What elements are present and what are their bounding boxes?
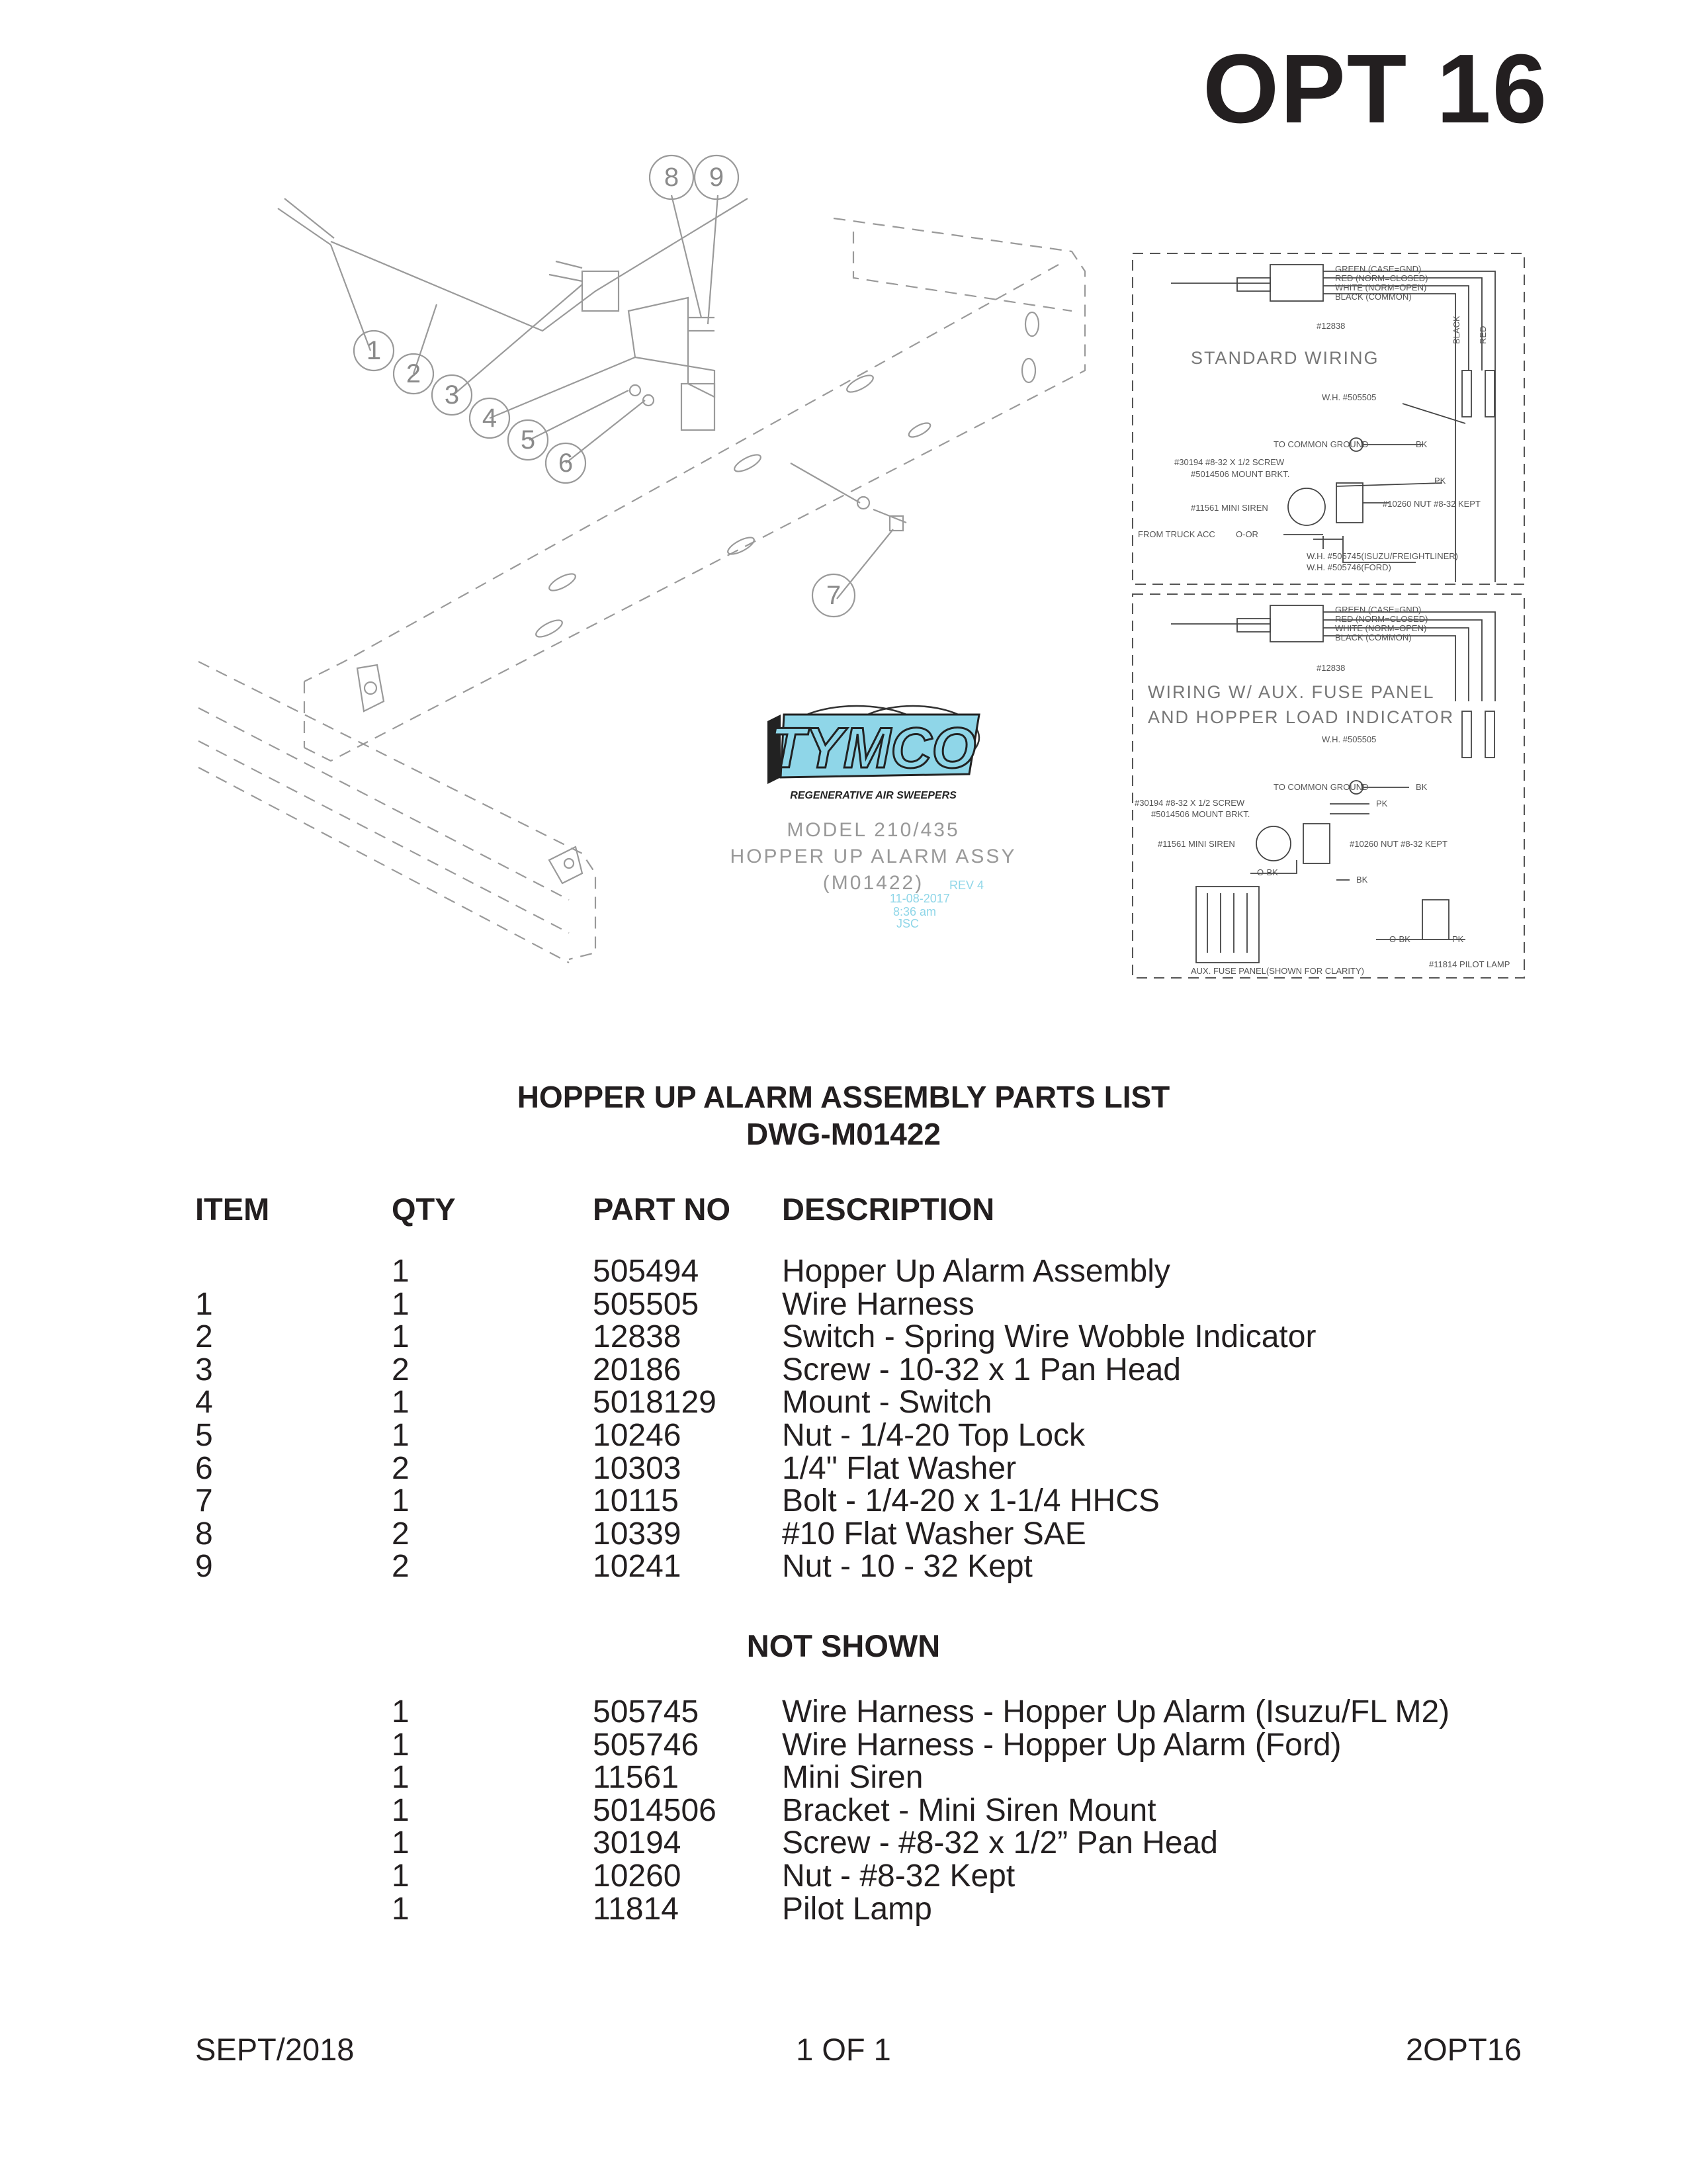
table-row	[0, 1288, 1687, 1321]
svg-text:PK: PK	[1452, 934, 1464, 944]
svg-text:STANDARD WIRING: STANDARD WIRING	[1191, 348, 1379, 368]
part-no-cell: 505745	[593, 1694, 699, 1729]
qty-cell: 1	[392, 1727, 410, 1763]
item-cell: 9	[195, 1549, 213, 1585]
svg-text:BLACK (COMMON): BLACK (COMMON)	[1335, 292, 1412, 302]
svg-text:#11561 MINI SIREN: #11561 MINI SIREN	[1158, 839, 1235, 849]
svg-text:#5014506 MOUNT BRKT.: #5014506 MOUNT BRKT.	[1151, 809, 1250, 819]
callout-4	[470, 398, 509, 438]
svg-text:(M01422): (M01422)	[822, 872, 924, 894]
table-row	[0, 1729, 1687, 1762]
callout-6	[546, 443, 585, 483]
svg-text:3: 3	[444, 380, 460, 410]
description-cell: Mini Siren	[782, 1760, 924, 1796]
svg-text:TYMCO: TYMCO	[770, 717, 976, 780]
table-row	[0, 1794, 1687, 1827]
qty-cell: 2	[392, 1352, 410, 1387]
description-cell: Wire Harness	[782, 1286, 974, 1322]
callout-8	[650, 155, 693, 199]
svg-text:#10260 NUT #8-32 KEPT: #10260 NUT #8-32 KEPT	[1383, 499, 1481, 509]
part-no-cell: 10241	[593, 1549, 681, 1585]
qty-cell: 1	[392, 1694, 410, 1729]
svg-text:GREEN (CASE=GND): GREEN (CASE=GND)	[1335, 605, 1422, 615]
description-cell: Screw - #8-32 x 1/2” Pan Head	[782, 1825, 1218, 1861]
svg-text:REV 4: REV 4	[949, 879, 984, 892]
tymco-logo	[767, 706, 979, 801]
svg-text:WIRING W/ AUX. FUSE PANEL: WIRING W/ AUX. FUSE PANEL	[1148, 682, 1435, 702]
svg-text:RED (NORM=CLOSED): RED (NORM=CLOSED)	[1335, 273, 1428, 283]
svg-text:#11814 PILOT LAMP: #11814 PILOT LAMP	[1429, 959, 1510, 969]
col-header-description: DESCRIPTION	[782, 1192, 995, 1227]
not-shown-heading: NOT SHOWN	[746, 1628, 941, 1663]
svg-text:#30194 #8-32 X 1/2 SCREW: #30194 #8-32 X 1/2 SCREW	[1135, 798, 1245, 808]
svg-text:5: 5	[520, 425, 536, 455]
parts-list-heading: HOPPER UP ALARM ASSEMBLY PARTS LIST	[517, 1080, 1170, 1114]
part-no-cell: 10260	[593, 1858, 681, 1894]
svg-text:8: 8	[664, 163, 679, 192]
table-row	[0, 1518, 1687, 1551]
table-row	[0, 1321, 1687, 1354]
callout-2	[394, 354, 433, 394]
part-no-cell: 11561	[593, 1760, 679, 1796]
table-row	[0, 1452, 1687, 1485]
qty-cell: 1	[392, 1891, 410, 1927]
part-no-cell: 30194	[593, 1825, 681, 1861]
col-header-qty: QTY	[392, 1192, 456, 1227]
svg-text:O-BK: O-BK	[1389, 934, 1410, 944]
part-no-cell: 10303	[593, 1450, 681, 1486]
qty-cell: 1	[392, 1286, 410, 1322]
callout-7	[812, 574, 855, 617]
svg-text:BLACK (COMMON): BLACK (COMMON)	[1335, 633, 1412, 642]
svg-text:W.H. #505746(FORD): W.H. #505746(FORD)	[1307, 562, 1391, 572]
part-no-cell: 12838	[593, 1319, 681, 1355]
svg-text:11-08-2017: 11-08-2017	[890, 892, 950, 905]
svg-text:HOPPER UP ALARM ASSY: HOPPER UP ALARM ASSY	[730, 846, 1017, 867]
svg-text:BLACK: BLACK	[1451, 316, 1461, 344]
description-cell: Bolt - 1/4-20 x 1-1/4 HHCS	[782, 1483, 1160, 1519]
part-no-cell: 5014506	[593, 1792, 716, 1828]
item-cell: 4	[195, 1385, 213, 1420]
description-cell: Switch - Spring Wire Wobble Indicator	[782, 1319, 1317, 1355]
standard-wiring-panel	[1133, 253, 1524, 584]
svg-text:#10260 NUT #8-32 KEPT: #10260 NUT #8-32 KEPT	[1350, 839, 1448, 849]
svg-text:W.H. #505505: W.H. #505505	[1322, 392, 1377, 402]
svg-text:#30194 #8-32 X 1/2 SCREW: #30194 #8-32 X 1/2 SCREW	[1174, 457, 1285, 467]
qty-cell: 2	[392, 1549, 410, 1585]
svg-text:O-OR: O-OR	[1236, 529, 1258, 539]
table-row	[0, 1893, 1687, 1926]
svg-text:GREEN (CASE=GND): GREEN (CASE=GND)	[1335, 264, 1422, 274]
item-cell: 3	[195, 1352, 213, 1387]
svg-text:#11561 MINI SIREN: #11561 MINI SIREN	[1191, 503, 1268, 513]
svg-text:1: 1	[366, 336, 382, 365]
svg-text:8:36 am: 8:36 am	[893, 905, 937, 918]
description-cell: 1/4" Flat Washer	[782, 1450, 1017, 1486]
item-cell: 1	[195, 1286, 213, 1322]
callout-3	[432, 375, 472, 415]
svg-text:BK: BK	[1416, 782, 1428, 792]
svg-text:AUX. FUSE PANEL(SHOWN FOR CLAR: AUX. FUSE PANEL(SHOWN FOR CLARITY)	[1191, 966, 1364, 976]
svg-text:#12838: #12838	[1317, 663, 1346, 673]
assembly-drawing	[0, 0, 1687, 1006]
svg-text:WHITE (NORM=OPEN): WHITE (NORM=OPEN)	[1335, 623, 1427, 633]
item-cell: 7	[195, 1483, 213, 1519]
part-no-cell: 10115	[593, 1483, 679, 1519]
part-no-cell: 505746	[593, 1727, 699, 1763]
svg-text:W.H. #505505: W.H. #505505	[1322, 734, 1377, 744]
page-title: OPT 16	[1203, 34, 1548, 144]
qty-cell: 1	[392, 1385, 410, 1420]
col-header-item: ITEM	[195, 1192, 270, 1227]
description-cell: Bracket - Mini Siren Mount	[782, 1792, 1156, 1828]
footer-page-number: 1 OF 1	[796, 2032, 891, 2067]
svg-text:FROM TRUCK ACC: FROM TRUCK ACC	[1138, 529, 1215, 539]
svg-text:TO COMMON GROUND: TO COMMON GROUND	[1274, 439, 1369, 449]
callout-leaders	[331, 195, 893, 599]
svg-text:RED: RED	[1478, 326, 1488, 344]
table-row	[0, 1485, 1687, 1518]
part-no-cell: 10246	[593, 1418, 681, 1453]
svg-text:O-BK: O-BK	[1257, 867, 1278, 877]
drawing-number: DWG-M01422	[746, 1117, 941, 1151]
callout-balloons	[354, 155, 855, 617]
col-header-part-no: PART NO	[593, 1192, 731, 1227]
table-row	[0, 1419, 1687, 1452]
part-no-cell: 10339	[593, 1516, 681, 1551]
svg-text:2: 2	[406, 359, 421, 388]
svg-text:PK: PK	[1376, 799, 1388, 808]
qty-cell: 1	[392, 1418, 410, 1453]
callout-5	[508, 420, 548, 460]
description-cell: Screw - 10-32 x 1 Pan Head	[782, 1352, 1181, 1387]
qty-cell: 2	[392, 1450, 410, 1486]
qty-cell: 2	[392, 1516, 410, 1551]
svg-text:9: 9	[709, 163, 724, 192]
table-row	[0, 1550, 1687, 1583]
description-cell: Nut - #8-32 Kept	[782, 1858, 1016, 1894]
svg-text:WHITE (NORM=OPEN): WHITE (NORM=OPEN)	[1335, 283, 1427, 292]
description-cell: Nut - 1/4-20 Top Lock	[782, 1418, 1086, 1453]
svg-text:MODEL 210/435: MODEL 210/435	[787, 819, 960, 841]
description-cell: Hopper Up Alarm Assembly	[782, 1254, 1170, 1289]
table-row	[0, 1696, 1687, 1729]
description-cell: Wire Harness - Hopper Up Alarm (Isuzu/FL M2)	[782, 1694, 1450, 1729]
part-no-cell: 505494	[593, 1254, 699, 1289]
table-row	[0, 1354, 1687, 1387]
callout-1	[354, 331, 394, 371]
part-no-cell: 5018129	[593, 1385, 716, 1420]
svg-text:BK: BK	[1416, 439, 1428, 449]
qty-cell: 1	[392, 1825, 410, 1861]
qty-cell: 1	[392, 1254, 410, 1289]
svg-text:RED (NORM=CLOSED): RED (NORM=CLOSED)	[1335, 614, 1428, 624]
model-block	[730, 819, 1017, 930]
qty-cell: 1	[392, 1760, 410, 1796]
svg-text:W.H. #505745(ISUZU/FREIGHTLINE: W.H. #505745(ISUZU/FREIGHTLINER)	[1307, 551, 1458, 561]
svg-text:6: 6	[558, 449, 574, 478]
table-row	[0, 1255, 1687, 1288]
item-cell: 2	[195, 1319, 213, 1355]
qty-cell: 1	[392, 1792, 410, 1828]
part-no-cell: 20186	[593, 1352, 681, 1387]
svg-text:TO COMMON GROUND: TO COMMON GROUND	[1274, 782, 1369, 792]
qty-cell: 1	[392, 1858, 410, 1894]
svg-text:#12838: #12838	[1317, 321, 1346, 331]
item-cell: 5	[195, 1418, 213, 1453]
table-row	[0, 1827, 1687, 1860]
part-no-cell: 11814	[593, 1891, 679, 1927]
aux-wiring-panel	[1133, 594, 1524, 978]
description-cell: Wire Harness - Hopper Up Alarm (Ford)	[782, 1727, 1342, 1763]
item-cell: 6	[195, 1450, 213, 1486]
table-row	[0, 1386, 1687, 1419]
svg-text:#5014506 MOUNT BRKT.: #5014506 MOUNT BRKT.	[1191, 469, 1290, 479]
description-cell: Pilot Lamp	[782, 1891, 932, 1927]
description-cell: Nut - 10 - 32 Kept	[782, 1549, 1033, 1585]
table-row	[0, 1761, 1687, 1794]
qty-cell: 1	[392, 1483, 410, 1519]
svg-text:7: 7	[826, 581, 842, 610]
description-cell: Mount - Switch	[782, 1385, 992, 1420]
description-cell: #10 Flat Washer SAE	[782, 1516, 1086, 1551]
svg-text:PK: PK	[1434, 476, 1446, 486]
item-cell: 8	[195, 1516, 213, 1551]
footer-doc-id: 2OPT16	[1405, 2032, 1522, 2067]
footer-date: SEPT/2018	[195, 2032, 355, 2067]
table-row	[0, 1860, 1687, 1893]
svg-text:BK: BK	[1356, 875, 1368, 885]
part-no-cell: 505505	[593, 1286, 699, 1322]
svg-text:4: 4	[482, 404, 497, 433]
callout-9	[695, 155, 738, 199]
svg-text:JSC: JSC	[896, 917, 920, 930]
svg-text:REGENERATIVE AIR SWEEPERS: REGENERATIVE AIR SWEEPERS	[790, 790, 957, 801]
svg-text:AND HOPPER LOAD INDICATOR: AND HOPPER LOAD INDICATOR	[1148, 707, 1455, 727]
qty-cell: 1	[392, 1319, 410, 1355]
parts-list-title	[0, 1078, 1687, 1153]
